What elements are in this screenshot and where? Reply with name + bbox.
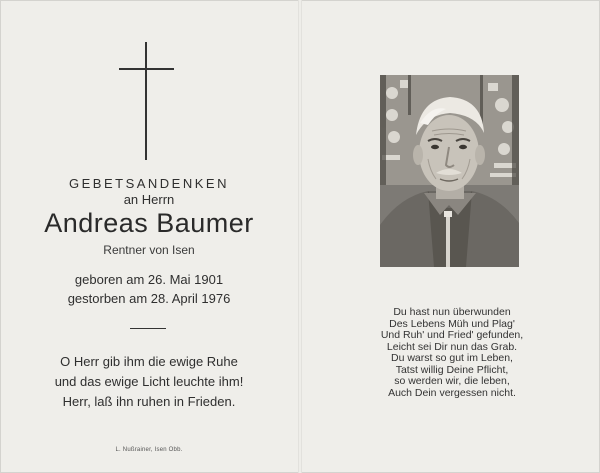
poem-line: Und Ruh' und Fried' gefunden, (380, 329, 524, 341)
divider (130, 328, 166, 329)
an-herrn: an Herrn (123, 192, 175, 207)
heading: GEBETSANDENKEN (69, 176, 229, 191)
portrait-photo-icon (380, 75, 519, 267)
deceased-name: Andreas Baumer (44, 208, 254, 238)
poem-line: Auch Dein vergessen nicht. (388, 386, 516, 399)
prayer (0, 352, 298, 412)
prayer-line: O Herr gib ihm die ewige Ruhe (60, 354, 238, 369)
poem-line: Du hast nun überwunden (393, 306, 511, 318)
poem-line: Leicht sei Dir nun das Grab. (386, 340, 518, 353)
deceased-title: Rentner von Isen (103, 243, 195, 257)
cross-icon (0, 0, 298, 170)
poem-line: Tatst willig Deine Pflicht, (395, 363, 509, 376)
birth-date: geboren am 26. Mai 1901 (74, 272, 224, 287)
poem-line: so werden wir, die leben, (394, 375, 510, 387)
printer-credit: L. Nußrainer, Isen Obb. (115, 447, 183, 453)
prayer-line: Herr, laß ihn ruhen in Frieden. (62, 394, 236, 409)
poem-line: Des Lebens Müh und Plag' (389, 317, 515, 330)
prayer-line: und das ewige Licht leuchte ihm! (54, 374, 244, 389)
poem-line: Du warst so gut im Leben, (391, 352, 513, 364)
left-panel (0, 0, 298, 473)
death-date: gestorben am 28. April 1976 (67, 291, 231, 306)
poem (372, 307, 532, 399)
right-panel (302, 0, 600, 473)
